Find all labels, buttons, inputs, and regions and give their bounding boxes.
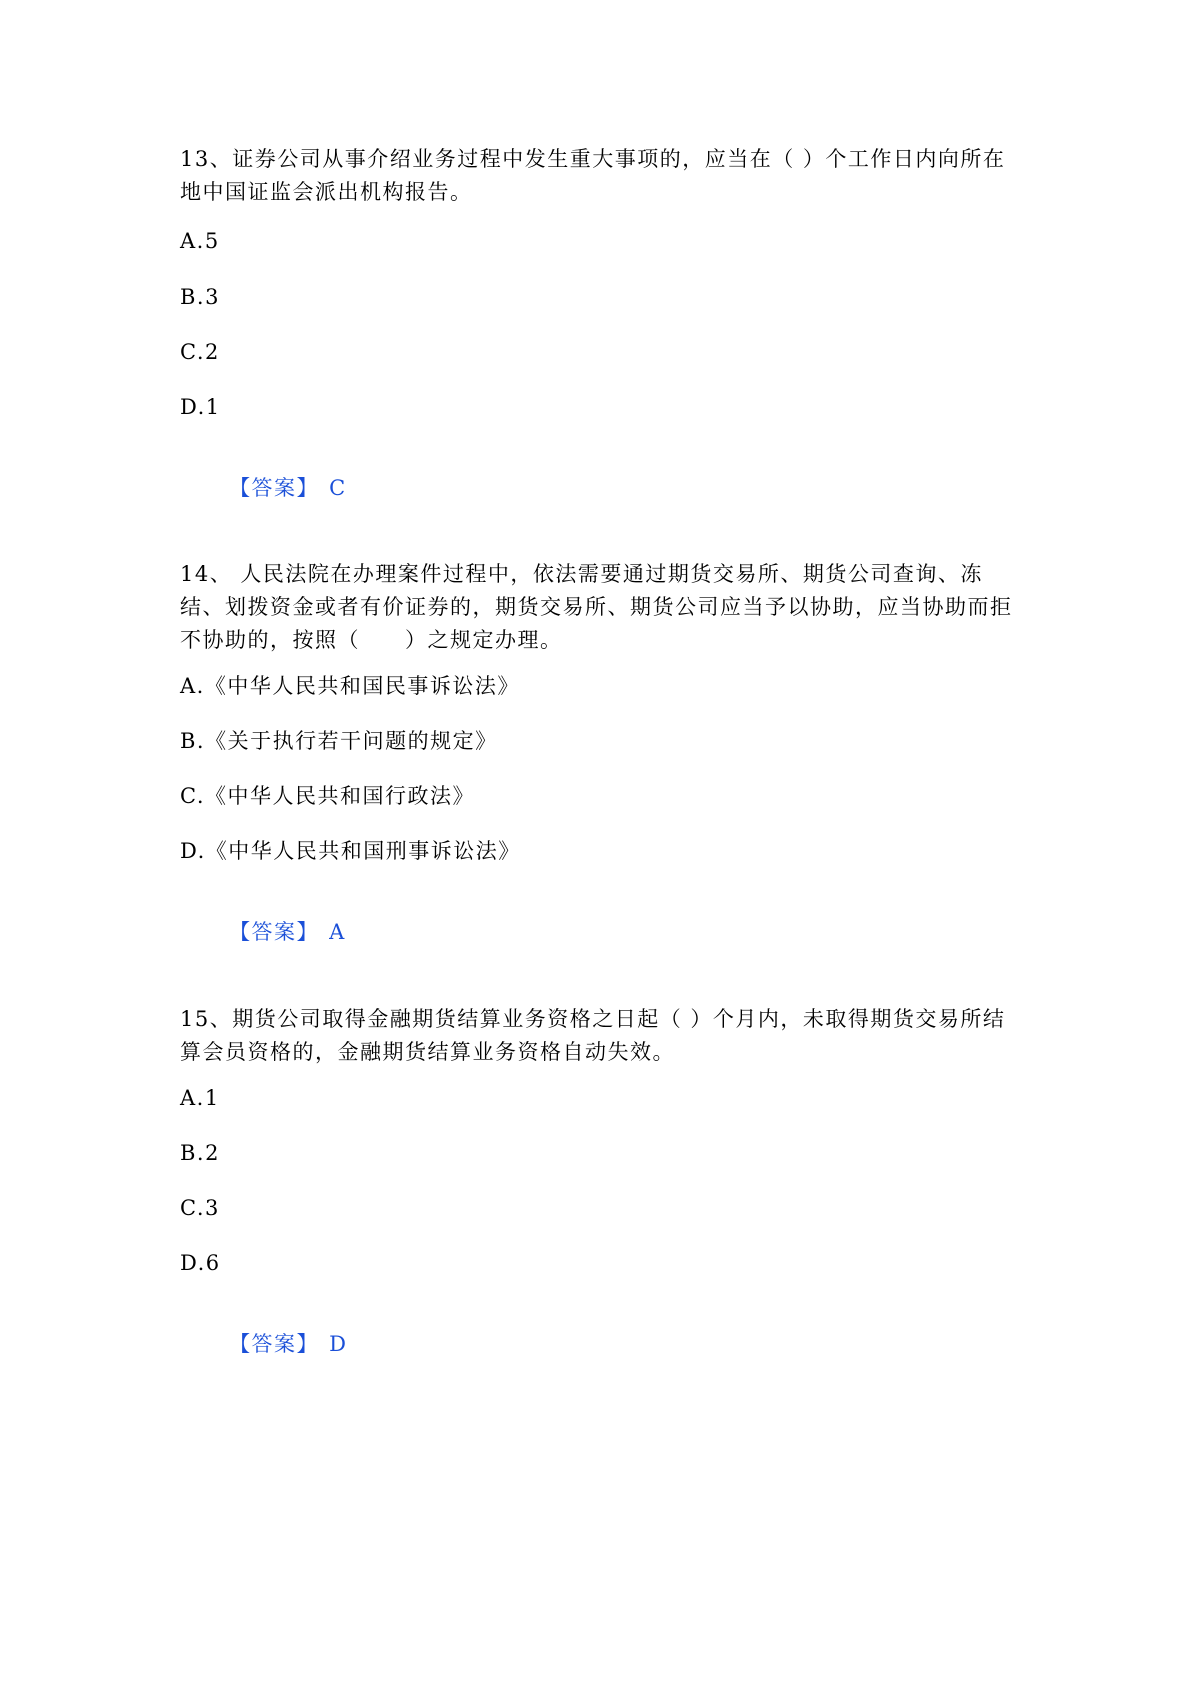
question-14: [180, 558, 1020, 944]
answer-line: [180, 893, 346, 971]
option-a: A.1: [180, 1086, 220, 1110]
answer-line: [180, 1305, 347, 1383]
answer-label: 【答案】: [229, 476, 320, 500]
option-a: A.5: [180, 229, 220, 253]
answer-value: C: [329, 476, 347, 500]
question-13: [180, 143, 1020, 500]
option-a: A.《中华人民共和国民事诉讼法》: [180, 674, 520, 698]
question-stem: 13、证券公司从事介绍业务过程中发生重大事项的，应当在（ ）个工作日内向所在地中国证监会派出机构报告。: [180, 147, 1006, 204]
answer-label: 【答案】: [229, 920, 320, 944]
option-d: D.1: [180, 395, 221, 419]
answer-value: A: [329, 920, 346, 944]
answer-line: [180, 449, 347, 527]
option-b: B.2: [180, 1141, 220, 1165]
option-d: D.6: [180, 1251, 221, 1275]
answer-label: 【答案】: [229, 1332, 320, 1356]
option-c: C.2: [180, 340, 220, 364]
answer-value: D: [329, 1332, 348, 1356]
option-b: B.《关于执行若干问题的规定》: [180, 729, 498, 753]
question-stem: 14、 人民法院在办理案件过程中，依法需要通过期货交易所、期货公司查询、冻结、划拨资金或者有价证券的，期货交易所、期货公司应当予以协助，应当协助而拒不协助的，按照（ ）之规定办理。: [180, 562, 1013, 652]
option-c: C.3: [180, 1196, 220, 1220]
option-b: B.3: [180, 285, 220, 309]
option-d: D.《中华人民共和国刑事诉讼法》: [180, 839, 521, 863]
question-15: [180, 1003, 1020, 1356]
question-stem: 15、期货公司取得金融期货结算业务资格之日起（ ）个月内，未取得期货交易所结算会员资格的，金融期货结算业务资格自动失效。: [180, 1007, 1006, 1064]
option-c: C.《中华人民共和国行政法》: [180, 784, 475, 808]
